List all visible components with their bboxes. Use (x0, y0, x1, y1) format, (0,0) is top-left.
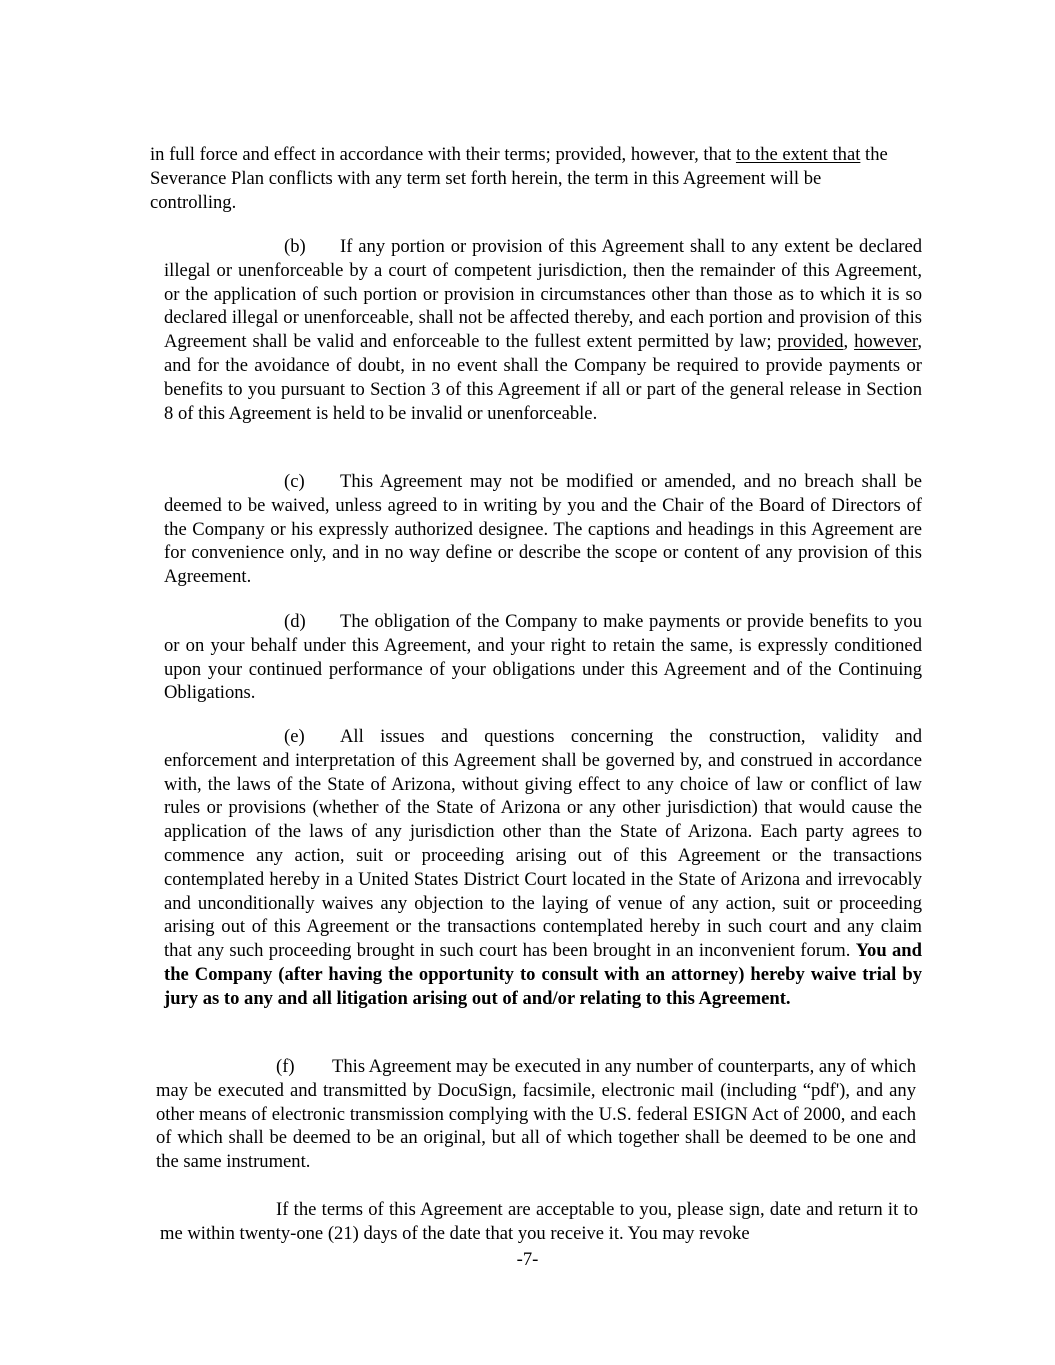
page-number: -7- (516, 1249, 539, 1270)
jury-waiver-bold-text: You and the Company (after having the opportunity to consult with an attorney) hereby waive trial by jury as to any and all litigation arising out of and/or relating to this Agreement. (164, 940, 922, 1009)
para-b-text-3: , and for the avoidance of doubt, in no event shall the Company be required to provide payments or benefits to you pursuant to Section 3 of this Agreement if all or part of the general release in Section 8 of this Agreement is held to be invalid or unenforceable. (164, 331, 922, 424)
closing-text: If the terms of this Agreement are acceptable to you, please sign, date and return it to me within twenty-one (21) days of the date that you receive it. You may revoke (160, 1199, 918, 1244)
paragraph-e-label: (e) (284, 726, 305, 747)
paragraph-d-label: (d) (284, 611, 306, 632)
paragraph-f-label: (f) (276, 1056, 295, 1077)
para-b-however: however (854, 331, 918, 353)
para-d-text: The obligation of the Company to make payments or provide benefits to you or on your behalf under this Agreement, and your right to retain the same, is expressly conditioned upon your continued performance of your obligations under this Agreement and of the Continuing Obligations. (164, 611, 922, 704)
paragraph-c-label: (c) (284, 471, 305, 492)
paragraph-continuation (150, 143, 906, 214)
para-a-text-2: the Severance Plan conflicts with any term set forth herein, the term in this Agreement will be controlling. (150, 144, 888, 213)
para-b-text-1: If any portion or provision of this Agreement shall to any extent be declared illegal or unenforceable by a court of competent jurisdiction, then the remainder of this Agreement, or the application of such portion or provision in circumstances other than those as to which it is so declared illegal or unenforceable, shall not be affected thereby, and each portion and provision of this Agreement shall be valid and enforceable to the fullest extent permitted by law; (164, 236, 922, 353)
paragraph-b-label: (b) (284, 236, 306, 257)
para-b-text-2: , (843, 331, 855, 353)
para-f-text: This Agreement may be executed in any number of counterparts, any of which may be executed and transmitted by DocuSign, facsimile, electronic mail (including “pdf'), and any other means of electronic transmission complying with the U.S. federal ESIGN Act of 2000, and each of which shall be deemed to be an original, but all of which together shall be deemed to be one and the same instrument. (156, 1056, 916, 1173)
paragraph-b (164, 235, 922, 425)
para-a-underlined-phrase: to the extent that (735, 144, 861, 165)
para-e-text: All issues and questions concerning the construction, validity and enforcement and interpretation of this Agreement shall be governed by, and construed in accordance with, the laws of the State of Arizona, without giving effect to any choice of law or conflict of law rules or provisions (whether of the State of Arizona or any other jurisdiction) that would cause the application of the laws of any jurisdiction other than the State of Arizona. Each party agrees to commence any action, suit or proceeding arising out of this Agreement or the transactions contemplated hereby in a United States District Court located in the State of Arizona and irrevocably and unconditionally waives any objection to the laying of venue of any action, suit or proceeding arising out of this Agreement or the transactions contemplated hereby in such court and any claim that any such proceeding brought in such court has been brought in an inconvenient forum. (164, 726, 922, 962)
paragraph-c (164, 470, 922, 589)
para-a-text-1: in full force and effect in accordance with their terms; provided, however, that (150, 144, 736, 165)
para-b-provided: provided (777, 331, 844, 353)
paragraph-f (156, 1055, 916, 1174)
closing-paragraph (160, 1198, 918, 1246)
paragraph-e (164, 725, 922, 1011)
paragraph-d (164, 610, 922, 705)
para-c-text: This Agreement may not be modified or amended, and no breach shall be deemed to be waived, unless agreed to in writing by you and the Chair of the Board of Directors of the Company or his expressly authorized designee. The captions and headings in this Agreement are for convenience only, and in no way define or describe the scope or content of any provision of this Agreement. (164, 471, 922, 588)
